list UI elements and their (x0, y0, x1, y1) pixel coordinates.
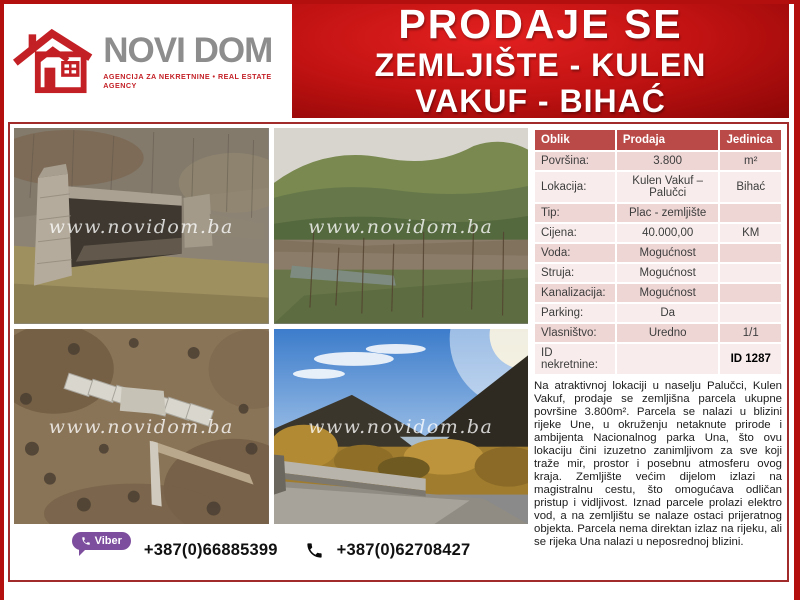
row-value: Uredno (617, 324, 719, 342)
row-unit (720, 264, 781, 282)
photo-green-valley-hills (274, 128, 529, 324)
watermark: www.novidom.ba (308, 215, 494, 238)
photo-grid (14, 128, 528, 524)
table-row (535, 152, 781, 170)
row-unit: m² (720, 152, 781, 170)
table-row (535, 344, 781, 374)
property-table (533, 128, 783, 376)
row-label: Lokacija: (535, 172, 615, 202)
table-header-row (535, 130, 781, 150)
table-row (535, 244, 781, 262)
row-value: 40.000,00 (617, 224, 719, 242)
row-unit: Bihać (720, 172, 781, 202)
row-value: Mogućnost (617, 264, 719, 282)
agency-tagline: AGENCIJA ZA NEKRETNINE • REAL ESTATE AGENCY (103, 71, 272, 90)
row-label: ID nekretnine: (535, 344, 615, 374)
phone-icon (305, 541, 324, 560)
row-label: Kanalizacija: (535, 284, 615, 302)
title-line-2: ZEMLJIŠTE - KULEN (374, 47, 707, 84)
row-label: Tip: (535, 204, 615, 222)
row-value: Plac - zemljište (617, 204, 719, 222)
watermark: www.novidom.ba (48, 215, 234, 238)
row-label: Parking: (535, 304, 615, 322)
photo-aerial-ruins-parcel (14, 329, 269, 525)
title-line-1: PRODAJE SE (398, 1, 683, 48)
row-value: 3.800 (617, 152, 719, 170)
table-row (535, 324, 781, 342)
table-row (535, 204, 781, 222)
row-unit: KM (720, 224, 781, 242)
row-label: Vlasništvo: (535, 324, 615, 342)
viber-badge[interactable] (72, 532, 131, 550)
photos-column (14, 128, 528, 576)
photo-autumn-mountain-view (274, 329, 529, 525)
header (4, 1, 794, 119)
property-description: Na atraktivnoj lokaciji u naselju Palučci, Kulen Vakuf, prodaje se zemljišna parcela ukupne površine 3.800m². Parcela se nalazi u blizini rijeke Une, u okruženju netaknute prirode i ambijenta Nacionalnog parka Una, što ovu lokaciju čini izuzetno zanimljivom za sve koji traže mir, prostor i posebnu atmosferu ovog kraja. Zemljište većim dijelom izlazi na magistralnu cestu, što omogućava odličan pristup i vidljivost. Iznad parcele prolazi elektro vod, a na zemljištu se nalaze ostaci prijeratnog objekta. Parcela nema direktan izlaz na rijeku, ali se rijeka Una nalazi u neposrednoj blizini. (534, 380, 782, 548)
viber-badge-label: Viber (94, 535, 122, 547)
row-label: Površina: (535, 152, 615, 170)
row-label: Struja: (535, 264, 615, 282)
title-line-3: VAKUF - BIHAĆ (415, 82, 666, 119)
row-value: Kulen Vakuf – Palučci (617, 172, 719, 202)
row-unit (720, 204, 781, 222)
row-label: Cijena: (535, 224, 615, 242)
row-unit (720, 304, 781, 322)
contact-row (14, 524, 528, 576)
header-oblik: Oblik (535, 130, 615, 150)
row-value: Da (617, 304, 719, 322)
viber-phone-icon (81, 536, 91, 546)
house-logo-icon (12, 19, 95, 103)
row-value (617, 344, 719, 374)
info-column (533, 128, 783, 576)
row-unit: 1/1 (720, 324, 781, 342)
phone-number[interactable]: +387(0)62708427 (336, 540, 471, 559)
table-row (535, 264, 781, 282)
content-frame (8, 122, 789, 582)
photo-ruined-stone-building (14, 128, 269, 324)
watermark: www.novidom.ba (48, 416, 234, 439)
row-unit: ID 1287 (720, 344, 781, 374)
agency-name: NOVI DOM (103, 30, 273, 70)
row-unit (720, 284, 781, 302)
row-label: Voda: (535, 244, 615, 262)
header-jedinica: Jedinica (720, 130, 781, 150)
header-prodaja: Prodaja (617, 130, 719, 150)
viber-number[interactable]: +387(0)66885399 (143, 540, 278, 559)
row-unit (720, 244, 781, 262)
row-value: Mogućnost (617, 244, 719, 262)
agency-logo (4, 4, 292, 118)
row-value: Mogućnost (617, 284, 719, 302)
table-row (535, 172, 781, 202)
watermark: www.novidom.ba (308, 416, 494, 439)
title-banner (292, 1, 789, 119)
table-row (535, 304, 781, 322)
table-row (535, 224, 781, 242)
logo-text (103, 30, 292, 90)
table-row (535, 284, 781, 302)
